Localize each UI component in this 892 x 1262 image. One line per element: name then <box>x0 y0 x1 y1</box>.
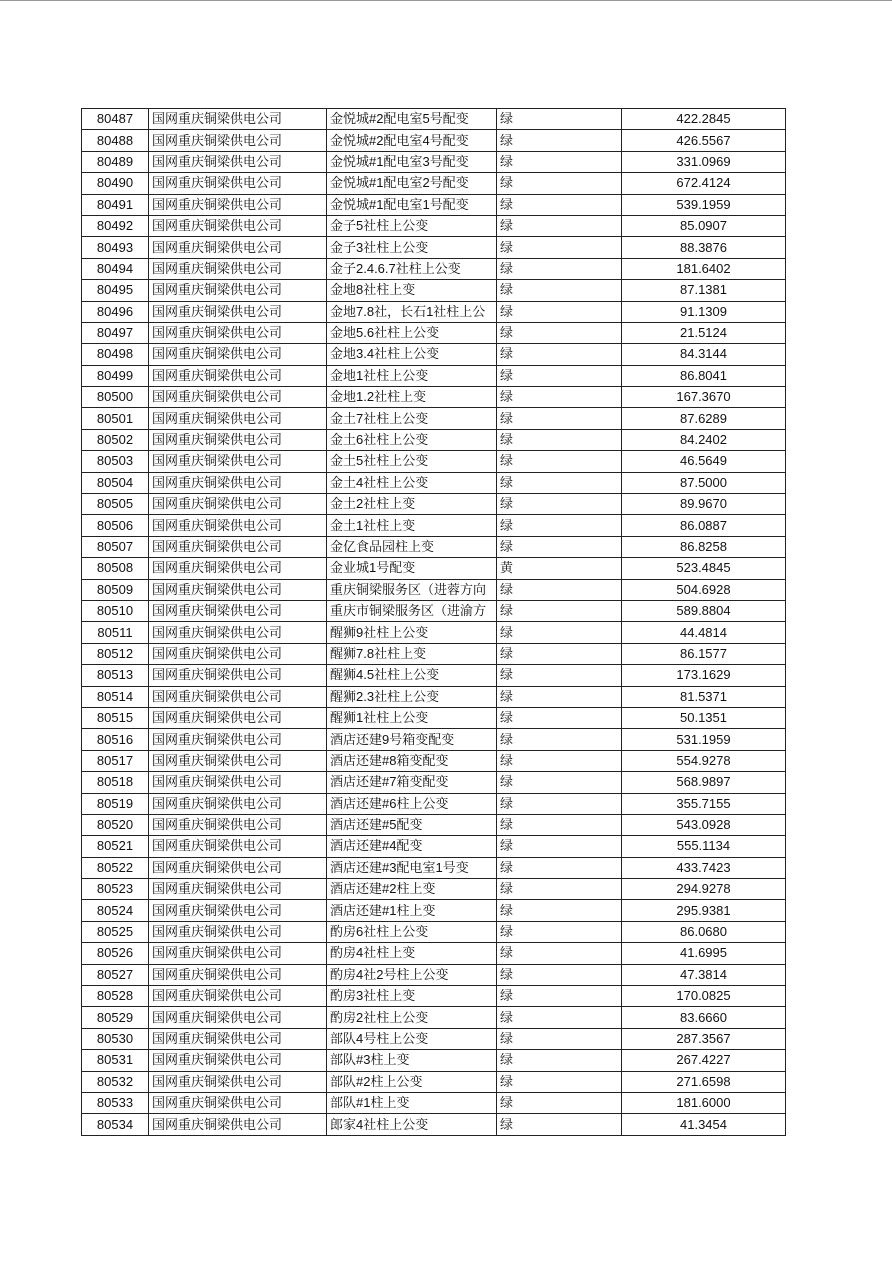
company-name-cell: 国网重庆铜梁供电公司 <box>149 622 327 643</box>
transformer-name-cell: 金土5社柱上公变 <box>327 451 497 472</box>
transformer-name-cell: 金业城1号配变 <box>327 558 497 579</box>
company-name-cell: 国网重庆铜梁供电公司 <box>149 387 327 408</box>
company-name-cell: 国网重庆铜梁供电公司 <box>149 600 327 621</box>
company-name-cell: 国网重庆铜梁供电公司 <box>149 879 327 900</box>
status-cell: 绿 <box>497 472 622 493</box>
row-id-cell: 80515 <box>82 707 149 728</box>
transformer-name-cell: 酒店还建#7箱变配变 <box>327 772 497 793</box>
table-row <box>82 515 786 536</box>
table-row <box>82 900 786 921</box>
transformer-name-cell: 重庆市铜梁服务区（进渝方 <box>327 600 497 621</box>
company-name-cell: 国网重庆铜梁供电公司 <box>149 1114 327 1135</box>
transformer-table <box>81 108 786 1136</box>
table-row <box>82 986 786 1007</box>
status-cell: 绿 <box>497 258 622 279</box>
row-id-cell: 80500 <box>82 387 149 408</box>
load-value-cell: 433.7423 <box>622 857 786 878</box>
status-cell: 绿 <box>497 1071 622 1092</box>
table-row <box>82 1092 786 1113</box>
table-row <box>82 600 786 621</box>
table-row <box>82 943 786 964</box>
row-id-cell: 80506 <box>82 515 149 536</box>
table-row <box>82 173 786 194</box>
load-value-cell: 50.1351 <box>622 707 786 728</box>
row-id-cell: 80509 <box>82 579 149 600</box>
table-row <box>82 879 786 900</box>
status-cell: 绿 <box>497 451 622 472</box>
status-cell: 绿 <box>497 772 622 793</box>
load-value-cell: 81.5371 <box>622 686 786 707</box>
company-name-cell: 国网重庆铜梁供电公司 <box>149 451 327 472</box>
company-name-cell: 国网重庆铜梁供电公司 <box>149 1071 327 1092</box>
company-name-cell: 国网重庆铜梁供电公司 <box>149 1028 327 1049</box>
load-value-cell: 294.9278 <box>622 879 786 900</box>
table-row <box>82 643 786 664</box>
company-name-cell: 国网重庆铜梁供电公司 <box>149 344 327 365</box>
row-id-cell: 80531 <box>82 1050 149 1071</box>
row-id-cell: 80516 <box>82 729 149 750</box>
transformer-name-cell: 金地1社柱上公变 <box>327 365 497 386</box>
table-row <box>82 280 786 301</box>
transformer-name-cell: 金悦城#1配电室3号配变 <box>327 151 497 172</box>
table-row <box>82 387 786 408</box>
load-value-cell: 47.3814 <box>622 964 786 985</box>
table-row <box>82 793 786 814</box>
row-id-cell: 80511 <box>82 622 149 643</box>
transformer-name-cell: 醒狮4.5社柱上公变 <box>327 665 497 686</box>
load-value-cell: 181.6000 <box>622 1092 786 1113</box>
load-value-cell: 539.1959 <box>622 194 786 215</box>
transformer-name-cell: 金土1社柱上变 <box>327 515 497 536</box>
load-value-cell: 531.1959 <box>622 729 786 750</box>
company-name-cell: 国网重庆铜梁供电公司 <box>149 258 327 279</box>
load-value-cell: 86.1577 <box>622 643 786 664</box>
row-id-cell: 80491 <box>82 194 149 215</box>
company-name-cell: 国网重庆铜梁供电公司 <box>149 900 327 921</box>
transformer-name-cell: 金土2社柱上变 <box>327 494 497 515</box>
status-cell: 黄 <box>497 558 622 579</box>
load-value-cell: 46.5649 <box>622 451 786 472</box>
company-name-cell: 国网重庆铜梁供电公司 <box>149 429 327 450</box>
status-cell: 绿 <box>497 879 622 900</box>
row-id-cell: 80521 <box>82 836 149 857</box>
company-name-cell: 国网重庆铜梁供电公司 <box>149 408 327 429</box>
transformer-name-cell: 醒狮2.3社柱上公变 <box>327 686 497 707</box>
row-id-cell: 80510 <box>82 600 149 621</box>
transformer-name-cell: 部队#2柱上公变 <box>327 1071 497 1092</box>
load-value-cell: 41.3454 <box>622 1114 786 1135</box>
load-value-cell: 355.7155 <box>622 793 786 814</box>
company-name-cell: 国网重庆铜梁供电公司 <box>149 772 327 793</box>
table-row <box>82 109 786 130</box>
row-id-cell: 80497 <box>82 322 149 343</box>
table-row <box>82 451 786 472</box>
table-row <box>82 750 786 771</box>
row-id-cell: 80504 <box>82 472 149 493</box>
table-row <box>82 1007 786 1028</box>
load-value-cell: 84.2402 <box>622 429 786 450</box>
company-name-cell: 国网重庆铜梁供电公司 <box>149 215 327 236</box>
company-name-cell: 国网重庆铜梁供电公司 <box>149 109 327 130</box>
status-cell: 绿 <box>497 322 622 343</box>
load-value-cell: 91.1309 <box>622 301 786 322</box>
transformer-name-cell: 金亿食品园柱上变 <box>327 536 497 557</box>
transformer-name-cell: 酒店还建9号箱变配变 <box>327 729 497 750</box>
row-id-cell: 80489 <box>82 151 149 172</box>
load-value-cell: 87.1381 <box>622 280 786 301</box>
row-id-cell: 80501 <box>82 408 149 429</box>
row-id-cell: 80527 <box>82 964 149 985</box>
company-name-cell: 国网重庆铜梁供电公司 <box>149 643 327 664</box>
page-top-border <box>0 0 892 1</box>
company-name-cell: 国网重庆铜梁供电公司 <box>149 237 327 258</box>
company-name-cell: 国网重庆铜梁供电公司 <box>149 173 327 194</box>
table-row <box>82 494 786 515</box>
table-row <box>82 344 786 365</box>
row-id-cell: 80513 <box>82 665 149 686</box>
status-cell: 绿 <box>497 130 622 151</box>
company-name-cell: 国网重庆铜梁供电公司 <box>149 665 327 686</box>
transformer-name-cell: 金子3社柱上公变 <box>327 237 497 258</box>
company-name-cell: 国网重庆铜梁供电公司 <box>149 472 327 493</box>
load-value-cell: 181.6402 <box>622 258 786 279</box>
status-cell: 绿 <box>497 365 622 386</box>
transformer-name-cell: 金地3.4社柱上公变 <box>327 344 497 365</box>
load-value-cell: 167.3670 <box>622 387 786 408</box>
row-id-cell: 80517 <box>82 750 149 771</box>
status-cell: 绿 <box>497 301 622 322</box>
status-cell: 绿 <box>497 686 622 707</box>
company-name-cell: 国网重庆铜梁供电公司 <box>149 151 327 172</box>
load-value-cell: 523.4845 <box>622 558 786 579</box>
status-cell: 绿 <box>497 814 622 835</box>
status-cell: 绿 <box>497 750 622 771</box>
load-value-cell: 267.4227 <box>622 1050 786 1071</box>
row-id-cell: 80508 <box>82 558 149 579</box>
table-row <box>82 772 786 793</box>
row-id-cell: 80534 <box>82 1114 149 1135</box>
status-cell: 绿 <box>497 665 622 686</box>
row-id-cell: 80530 <box>82 1028 149 1049</box>
status-cell: 绿 <box>497 921 622 942</box>
status-cell: 绿 <box>497 515 622 536</box>
load-value-cell: 287.3567 <box>622 1028 786 1049</box>
table-row <box>82 151 786 172</box>
table-body <box>82 109 786 1136</box>
transformer-name-cell: 部队#3柱上变 <box>327 1050 497 1071</box>
transformer-name-cell: 酒店还建#3配电室1号变 <box>327 857 497 878</box>
row-id-cell: 80498 <box>82 344 149 365</box>
load-value-cell: 41.6995 <box>622 943 786 964</box>
company-name-cell: 国网重庆铜梁供电公司 <box>149 365 327 386</box>
load-value-cell: 83.6660 <box>622 1007 786 1028</box>
load-value-cell: 170.0825 <box>622 986 786 1007</box>
load-value-cell: 86.0887 <box>622 515 786 536</box>
company-name-cell: 国网重庆铜梁供电公司 <box>149 943 327 964</box>
company-name-cell: 国网重庆铜梁供电公司 <box>149 280 327 301</box>
load-value-cell: 86.8258 <box>622 536 786 557</box>
status-cell: 绿 <box>497 408 622 429</box>
transformer-name-cell: 醒狮7.8社柱上变 <box>327 643 497 664</box>
transformer-name-cell: 金土4社柱上公变 <box>327 472 497 493</box>
company-name-cell: 国网重庆铜梁供电公司 <box>149 729 327 750</box>
row-id-cell: 80532 <box>82 1071 149 1092</box>
table-row <box>82 686 786 707</box>
company-name-cell: 国网重庆铜梁供电公司 <box>149 1007 327 1028</box>
table-row <box>82 558 786 579</box>
transformer-name-cell: 酌房2社柱上公变 <box>327 1007 497 1028</box>
load-value-cell: 331.0969 <box>622 151 786 172</box>
transformer-name-cell: 金土6社柱上公变 <box>327 429 497 450</box>
transformer-name-cell: 金悦城#1配电室2号配变 <box>327 173 497 194</box>
row-id-cell: 80524 <box>82 900 149 921</box>
row-id-cell: 80523 <box>82 879 149 900</box>
status-cell: 绿 <box>497 280 622 301</box>
load-value-cell: 568.9897 <box>622 772 786 793</box>
table-row <box>82 301 786 322</box>
row-id-cell: 80512 <box>82 643 149 664</box>
status-cell: 绿 <box>497 215 622 236</box>
table-row <box>82 1114 786 1135</box>
company-name-cell: 国网重庆铜梁供电公司 <box>149 686 327 707</box>
row-id-cell: 80490 <box>82 173 149 194</box>
row-id-cell: 80488 <box>82 130 149 151</box>
transformer-name-cell: 金子5社柱上公变 <box>327 215 497 236</box>
status-cell: 绿 <box>497 707 622 728</box>
status-cell: 绿 <box>497 1007 622 1028</box>
row-id-cell: 80529 <box>82 1007 149 1028</box>
table-row <box>82 1028 786 1049</box>
table-row <box>82 365 786 386</box>
transformer-name-cell: 酌房4社2号柱上公变 <box>327 964 497 985</box>
company-name-cell: 国网重庆铜梁供电公司 <box>149 579 327 600</box>
transformer-name-cell: 金悦城#1配电室1号配变 <box>327 194 497 215</box>
status-cell: 绿 <box>497 622 622 643</box>
transformer-name-cell: 部队#1柱上变 <box>327 1092 497 1113</box>
transformer-name-cell: 酌房6社柱上公变 <box>327 921 497 942</box>
load-value-cell: 173.1629 <box>622 665 786 686</box>
row-id-cell: 80505 <box>82 494 149 515</box>
table-row <box>82 215 786 236</box>
row-id-cell: 80514 <box>82 686 149 707</box>
transformer-name-cell: 金悦城#2配电室4号配变 <box>327 130 497 151</box>
company-name-cell: 国网重庆铜梁供电公司 <box>149 515 327 536</box>
table-row <box>82 814 786 835</box>
load-value-cell: 271.6598 <box>622 1071 786 1092</box>
status-cell: 绿 <box>497 237 622 258</box>
row-id-cell: 80528 <box>82 986 149 1007</box>
status-cell: 绿 <box>497 729 622 750</box>
company-name-cell: 国网重庆铜梁供电公司 <box>149 964 327 985</box>
row-id-cell: 80496 <box>82 301 149 322</box>
table-row <box>82 194 786 215</box>
row-id-cell: 80533 <box>82 1092 149 1113</box>
company-name-cell: 国网重庆铜梁供电公司 <box>149 750 327 771</box>
row-id-cell: 80526 <box>82 943 149 964</box>
load-value-cell: 44.4814 <box>622 622 786 643</box>
company-name-cell: 国网重庆铜梁供电公司 <box>149 1092 327 1113</box>
table-row <box>82 408 786 429</box>
transformer-name-cell: 醒狮1社柱上公变 <box>327 707 497 728</box>
transformer-name-cell: 郎家4社柱上公变 <box>327 1114 497 1135</box>
status-cell: 绿 <box>497 964 622 985</box>
company-name-cell: 国网重庆铜梁供电公司 <box>149 986 327 1007</box>
company-name-cell: 国网重庆铜梁供电公司 <box>149 836 327 857</box>
table-row <box>82 1071 786 1092</box>
transformer-name-cell: 金地5.6社柱上公变 <box>327 322 497 343</box>
load-value-cell: 87.6289 <box>622 408 786 429</box>
table-row <box>82 237 786 258</box>
load-value-cell: 426.5567 <box>622 130 786 151</box>
transformer-name-cell: 重庆铜梁服务区（进蓉方向 <box>327 579 497 600</box>
status-cell: 绿 <box>497 857 622 878</box>
row-id-cell: 80519 <box>82 793 149 814</box>
status-cell: 绿 <box>497 793 622 814</box>
status-cell: 绿 <box>497 494 622 515</box>
table-row <box>82 836 786 857</box>
company-name-cell: 国网重庆铜梁供电公司 <box>149 558 327 579</box>
status-cell: 绿 <box>497 579 622 600</box>
table-row <box>82 472 786 493</box>
row-id-cell: 80525 <box>82 921 149 942</box>
load-value-cell: 86.0680 <box>622 921 786 942</box>
company-name-cell: 国网重庆铜梁供电公司 <box>149 1050 327 1071</box>
transformer-name-cell: 酒店还建#8箱变配变 <box>327 750 497 771</box>
table-row <box>82 622 786 643</box>
row-id-cell: 80503 <box>82 451 149 472</box>
company-name-cell: 国网重庆铜梁供电公司 <box>149 793 327 814</box>
table-row <box>82 536 786 557</box>
load-value-cell: 85.0907 <box>622 215 786 236</box>
transformer-name-cell: 酒店还建#2柱上变 <box>327 879 497 900</box>
load-value-cell: 422.2845 <box>622 109 786 130</box>
load-value-cell: 86.8041 <box>622 365 786 386</box>
load-value-cell: 589.8804 <box>622 600 786 621</box>
company-name-cell: 国网重庆铜梁供电公司 <box>149 857 327 878</box>
company-name-cell: 国网重庆铜梁供电公司 <box>149 130 327 151</box>
table-row <box>82 322 786 343</box>
load-value-cell: 504.6928 <box>622 579 786 600</box>
load-value-cell: 87.5000 <box>622 472 786 493</box>
status-cell: 绿 <box>497 943 622 964</box>
company-name-cell: 国网重庆铜梁供电公司 <box>149 494 327 515</box>
transformer-name-cell: 酌房3社柱上变 <box>327 986 497 1007</box>
company-name-cell: 国网重庆铜梁供电公司 <box>149 536 327 557</box>
company-name-cell: 国网重庆铜梁供电公司 <box>149 322 327 343</box>
row-id-cell: 80520 <box>82 814 149 835</box>
transformer-name-cell: 部队4号柱上公变 <box>327 1028 497 1049</box>
status-cell: 绿 <box>497 151 622 172</box>
row-id-cell: 80502 <box>82 429 149 450</box>
status-cell: 绿 <box>497 194 622 215</box>
status-cell: 绿 <box>497 1050 622 1071</box>
load-value-cell: 554.9278 <box>622 750 786 771</box>
load-value-cell: 295.9381 <box>622 900 786 921</box>
table-row <box>82 921 786 942</box>
table-row <box>82 729 786 750</box>
row-id-cell: 80495 <box>82 280 149 301</box>
transformer-name-cell: 酌房4社柱上变 <box>327 943 497 964</box>
status-cell: 绿 <box>497 173 622 194</box>
company-name-cell: 国网重庆铜梁供电公司 <box>149 194 327 215</box>
transformer-name-cell: 金地1.2社柱上变 <box>327 387 497 408</box>
row-id-cell: 80522 <box>82 857 149 878</box>
table-row <box>82 579 786 600</box>
table-row <box>82 1050 786 1071</box>
row-id-cell: 80518 <box>82 772 149 793</box>
transformer-name-cell: 金子2.4.6.7社柱上公变 <box>327 258 497 279</box>
row-id-cell: 80507 <box>82 536 149 557</box>
row-id-cell: 80499 <box>82 365 149 386</box>
status-cell: 绿 <box>497 600 622 621</box>
load-value-cell: 672.4124 <box>622 173 786 194</box>
row-id-cell: 80493 <box>82 237 149 258</box>
transformer-name-cell: 酒店还建#4配变 <box>327 836 497 857</box>
row-id-cell: 80494 <box>82 258 149 279</box>
status-cell: 绿 <box>497 387 622 408</box>
table-row <box>82 857 786 878</box>
table-row <box>82 258 786 279</box>
status-cell: 绿 <box>497 836 622 857</box>
transformer-name-cell: 酒店还建#6柱上公变 <box>327 793 497 814</box>
status-cell: 绿 <box>497 900 622 921</box>
table-row <box>82 130 786 151</box>
company-name-cell: 国网重庆铜梁供电公司 <box>149 921 327 942</box>
transformer-name-cell: 金土7社柱上公变 <box>327 408 497 429</box>
transformer-name-cell: 酒店还建#5配变 <box>327 814 497 835</box>
row-id-cell: 80487 <box>82 109 149 130</box>
status-cell: 绿 <box>497 986 622 1007</box>
transformer-name-cell: 酒店还建#1柱上变 <box>327 900 497 921</box>
load-value-cell: 21.5124 <box>622 322 786 343</box>
transformer-name-cell: 金地8社柱上变 <box>327 280 497 301</box>
company-name-cell: 国网重庆铜梁供电公司 <box>149 707 327 728</box>
company-name-cell: 国网重庆铜梁供电公司 <box>149 814 327 835</box>
status-cell: 绿 <box>497 536 622 557</box>
status-cell: 绿 <box>497 1114 622 1135</box>
status-cell: 绿 <box>497 429 622 450</box>
table-row <box>82 707 786 728</box>
transformer-name-cell: 醒狮9社柱上公变 <box>327 622 497 643</box>
status-cell: 绿 <box>497 1028 622 1049</box>
status-cell: 绿 <box>497 344 622 365</box>
load-value-cell: 555.1134 <box>622 836 786 857</box>
load-value-cell: 84.3144 <box>622 344 786 365</box>
table-row <box>82 429 786 450</box>
status-cell: 绿 <box>497 109 622 130</box>
transformer-name-cell: 金悦城#2配电室5号配变 <box>327 109 497 130</box>
status-cell: 绿 <box>497 643 622 664</box>
table-row <box>82 665 786 686</box>
load-value-cell: 89.9670 <box>622 494 786 515</box>
status-cell: 绿 <box>497 1092 622 1113</box>
row-id-cell: 80492 <box>82 215 149 236</box>
load-value-cell: 88.3876 <box>622 237 786 258</box>
transformer-name-cell: 金地7.8社，长石1社柱上公 <box>327 301 497 322</box>
company-name-cell: 国网重庆铜梁供电公司 <box>149 301 327 322</box>
table-row <box>82 964 786 985</box>
load-value-cell: 543.0928 <box>622 814 786 835</box>
